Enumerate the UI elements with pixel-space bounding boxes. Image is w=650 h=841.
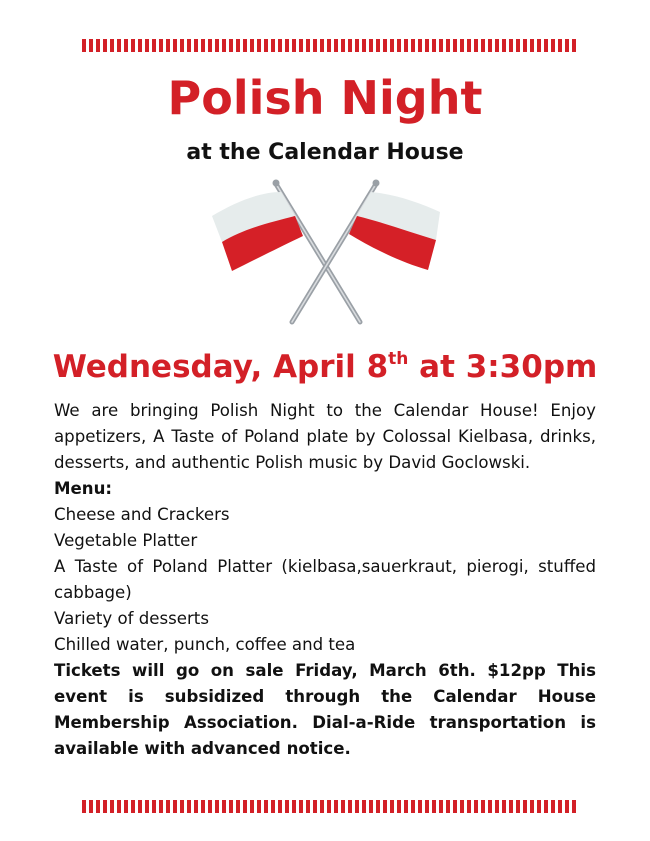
right-flag-pole-finial (373, 180, 380, 187)
event-description (54, 398, 596, 762)
intro-paragraph: We are bringing Polish Night to the Calendar House! Enjoy appetizers, A Taste of Poland plate by Colossal Kielbasa, drinks, desserts, and authentic Polish music by David Goclowski. (54, 401, 596, 472)
right-flag-pole-highlight (292, 184, 376, 322)
event-time: at 3:30pm (408, 349, 598, 385)
event-date (0, 346, 650, 388)
menu-item: Variety of desserts (54, 609, 209, 628)
menu-item: Vegetable Platter (54, 531, 198, 550)
page-subtitle: at the Calendar House (186, 140, 464, 165)
page-title: Polish Night (167, 71, 483, 125)
menu-item: A Taste of Poland Platter (kielbasa,sauerkraut, pierogi, stuffed cabbage) (54, 557, 596, 602)
tickets-note: Tickets will go on sale Friday, March 6th. $12pp This event is subsidized through the Calendar House Membership Association. Dial-a-Ride transportation is available with advanced notice. (54, 661, 596, 758)
event-date-main: Wednesday, April 8 (52, 349, 389, 385)
menu-heading: Menu: (54, 479, 113, 498)
top-stripe-border (82, 39, 579, 52)
menu-item: Cheese and Crackers (54, 505, 230, 524)
event-date-suffix: th (388, 349, 409, 369)
menu-item: Chilled water, punch, coffee and tea (54, 635, 356, 654)
bottom-stripe-border (82, 800, 579, 813)
left-flag-pole-finial (273, 180, 280, 187)
crossed-polish-flags-icon (200, 176, 450, 328)
left-flag-pole-highlight (276, 184, 360, 322)
